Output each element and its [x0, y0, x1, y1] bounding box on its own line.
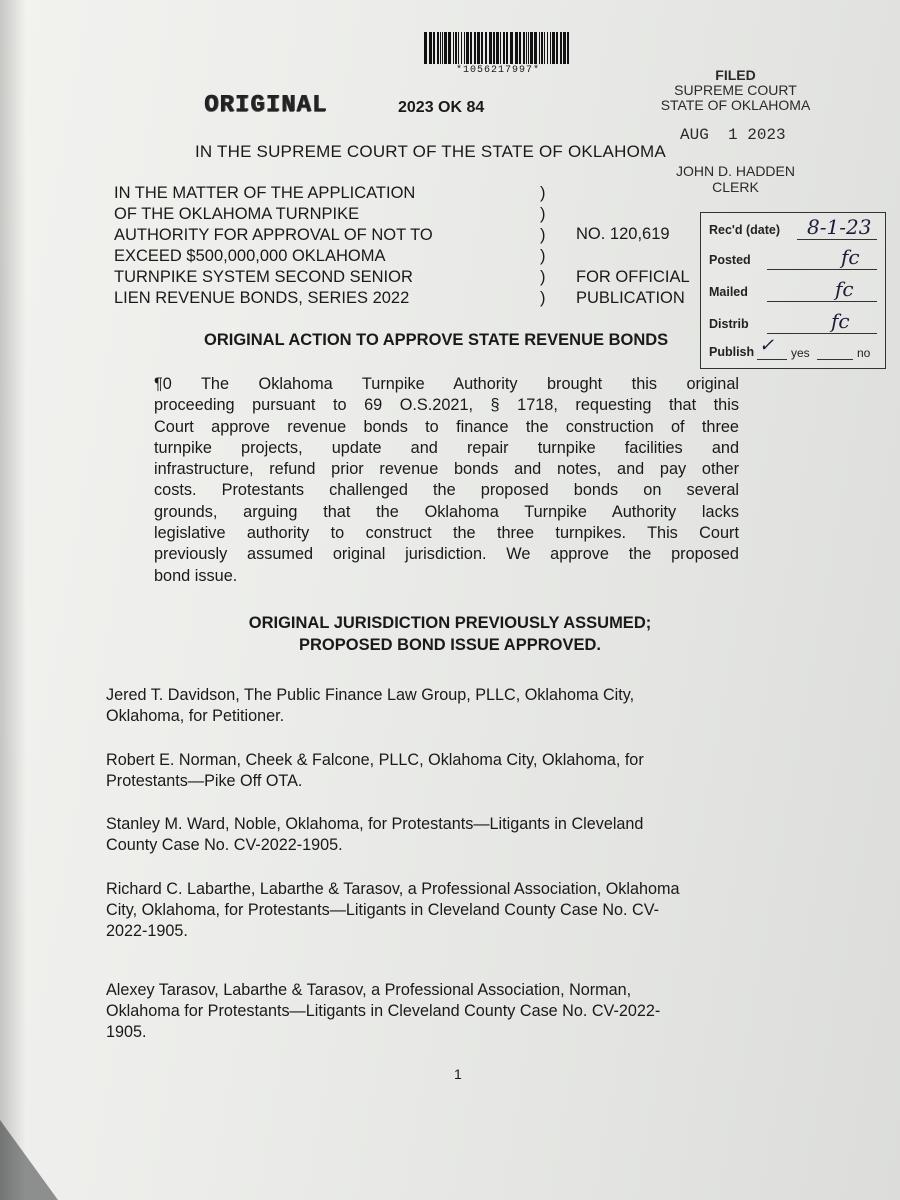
case-number: NO. 120,619 [576, 225, 670, 243]
barcode-bar [510, 32, 513, 64]
barcode-bar [552, 32, 555, 64]
clerk-title: CLERK [712, 179, 759, 195]
caption-paren: ) [540, 205, 546, 223]
barcode-bar [550, 32, 551, 64]
barcode-bar [506, 32, 508, 64]
barcode-number: *1056217997* [455, 65, 540, 76]
page-edge-shadow [0, 0, 26, 1200]
recd-handwritten-date: 8-1-23 [807, 215, 872, 239]
counsel-line: Robert E. Norman, Cheek & Falcone, PLLC, Oklahoma City, Oklahoma, for [106, 751, 644, 769]
distrib-line [767, 333, 877, 334]
barcode-bar [489, 32, 492, 64]
counsel-line: County Case No. CV-2022-1905. [106, 836, 343, 854]
filed-stamp [648, 68, 823, 113]
page-number: 1 [454, 1066, 462, 1082]
bleed-through-text [118, 126, 122, 143]
action-title: ORIGINAL ACTION TO APPROVE STATE REVENUE BONDS [204, 331, 669, 349]
summary-line: legislative authority to construct the three turnpikes. This Court [154, 524, 739, 543]
barcode-bar [453, 32, 454, 64]
barcode-bar [515, 32, 518, 64]
barcode-bar [485, 32, 487, 64]
recd-line [797, 239, 877, 240]
summary-line: ¶0 The Oklahoma Turnpike Authority brought this original [154, 375, 739, 393]
barcode-bar [519, 32, 521, 64]
counsel-entry [106, 814, 806, 856]
barcode-bar [541, 32, 543, 64]
caption-line: EXCEED $500,000,000 OKLAHOMA [114, 247, 386, 265]
publish-yes-label: yes [791, 346, 810, 360]
counsel-line: Oklahoma for Protestants—Litigants in Cleveland County Case No. CV-2022- [106, 1002, 661, 1020]
counsel-line: Richard C. Labarthe, Labarthe & Tarasov, a Professional Association, Oklahoma [106, 880, 680, 898]
barcode-bar [526, 32, 527, 64]
summary-line: previously assumed original jurisdiction. We approve the proposed [154, 545, 739, 564]
counsel-line: Protestants—Pike Off OTA. [106, 772, 303, 790]
counsel-entry [106, 685, 806, 727]
counsel-line: Jered T. Davidson, The Public Finance Law Group, PLLC, Oklahoma City, [106, 686, 635, 704]
caption-line: LIEN REVENUE BONDS, SERIES 2022 [114, 289, 410, 307]
case-summary-paragraph [154, 374, 739, 587]
summary-line: turnpike projects, update and repair turnpike facilities and [154, 438, 739, 457]
barcode-bar [539, 32, 540, 64]
barcode-bar [466, 32, 469, 64]
counsel-entry [106, 879, 806, 942]
publish-check-mark: ✓ [759, 335, 775, 356]
distrib-label: Distrib [709, 317, 749, 331]
counsel-entry [106, 750, 806, 792]
barcode-bar [474, 32, 476, 64]
barcode-bar [433, 32, 435, 64]
barcode-bar [528, 32, 529, 64]
posted-label: Posted [709, 253, 751, 267]
original-stamp: ORIGINAL [204, 92, 328, 119]
barcode-bar [500, 32, 501, 64]
barcode-bar [461, 32, 462, 64]
filed-court: SUPREME COURT [674, 82, 797, 98]
caption-line: OF THE OKLAHOMA TURNPIKE [114, 205, 360, 223]
publication-status [576, 267, 690, 309]
court-heading: IN THE SUPREME COURT OF THE STATE OF OKLAHOMA [195, 142, 666, 161]
received-stamp-box [700, 212, 886, 369]
caption-paren: ) [540, 247, 546, 265]
publication-line-2: PUBLICATION [576, 289, 685, 307]
barcode-bar [442, 32, 443, 64]
publish-yes-line [757, 359, 787, 360]
summary-line: infrastructure, refund prior revenue bonds and notes, and pay other [154, 460, 739, 479]
counsel-line: 2022-1905. [106, 922, 188, 940]
barcode-bar [493, 32, 495, 64]
counsel-line: Alexey Tarasov, Labarthe & Tarasov, a Professional Association, Norman, [106, 981, 632, 999]
barcode-bar [544, 32, 545, 64]
summary-line: grounds, arguing that the Oklahoma Turnpike Authority lacks [154, 502, 739, 521]
summary-line: costs. Protestants challenged the proposed bonds on several [154, 481, 739, 500]
caption-line: IN THE MATTER OF THE APPLICATION [114, 184, 416, 202]
caption-paren: ) [540, 226, 546, 244]
barcode-bar [560, 32, 562, 64]
barcode-bar [464, 32, 465, 64]
barcode-bar [547, 32, 548, 64]
mailed-line [767, 301, 877, 302]
filed-state: STATE OF OKLAHOMA [660, 97, 811, 113]
summary-line: Court approve revenue bonds to finance the construction of three [154, 417, 739, 436]
case-citation: 2023 OK 84 [398, 99, 485, 116]
disposition [200, 612, 700, 656]
barcode-bar [567, 32, 569, 64]
mailed-initials: fc [835, 277, 854, 301]
recd-label: Rec'd (date) [709, 223, 781, 237]
caption-line: AUTHORITY FOR APPROVAL OF NOT TO [114, 226, 433, 244]
counsel-line: Stanley M. Ward, Noble, Oklahoma, for Protestants—Litigants in Cleveland [106, 815, 644, 833]
barcode-bar [563, 32, 566, 64]
barcode-bar [448, 32, 451, 64]
barcode-bar [556, 32, 558, 64]
disposition-line-2: PROPOSED BOND ISSUE APPROVED. [299, 636, 601, 654]
posted-initials: fc [841, 245, 860, 269]
caption-paren: ) [540, 289, 546, 307]
distrib-initials: fc [831, 309, 850, 333]
posted-line [767, 269, 877, 270]
barcode-bar [503, 32, 505, 64]
disposition-line-1: ORIGINAL JURISDICTION PREVIOUSLY ASSUMED; [248, 614, 652, 632]
barcode-image [424, 32, 572, 64]
barcode-bar [437, 32, 439, 64]
summary-line: proceeding pursuant to 69 O.S.2021, § 1718, requesting that this [154, 396, 739, 415]
case-caption [114, 183, 433, 309]
barcode-bar [429, 32, 432, 64]
barcode-bar [481, 32, 483, 64]
barcode-bar [477, 32, 480, 64]
filed-label: FILED [715, 67, 756, 83]
barcode-bar [523, 32, 525, 64]
counsel-entry [106, 980, 806, 1043]
publish-no-line [817, 359, 853, 360]
filed-clerk [648, 163, 823, 195]
barcode-bar [458, 32, 459, 64]
barcode-bar [470, 32, 472, 64]
barcode-bar [440, 32, 441, 64]
counsel-line: 1905. [106, 1023, 147, 1041]
barcode-bar [424, 32, 427, 64]
barcode-bar [444, 32, 447, 64]
publish-no-label: no [857, 346, 871, 360]
clerk-name: JOHN D. HADDEN [675, 163, 795, 179]
barcode-bar [496, 32, 499, 64]
barcode-bar [530, 32, 533, 64]
caption-parens [540, 183, 546, 309]
counsel-line: Oklahoma, for Petitioner. [106, 707, 285, 725]
publish-label: Publish [709, 345, 755, 359]
caption-paren: ) [540, 184, 546, 202]
summary-line: bond issue. [154, 566, 238, 585]
counsel-line: City, Oklahoma, for Protestants—Litigants in Cleveland County Case No. CV- [106, 901, 660, 919]
barcode-bar [534, 32, 537, 64]
barcode-bar [455, 32, 457, 64]
publication-line-1: FOR OFFICIAL [576, 268, 690, 286]
mailed-label: Mailed [709, 285, 748, 299]
caption-line: TURNPIKE SYSTEM SECOND SENIOR [114, 268, 413, 286]
filed-date: AUG 1 2023 [680, 126, 786, 144]
caption-paren: ) [540, 268, 546, 286]
